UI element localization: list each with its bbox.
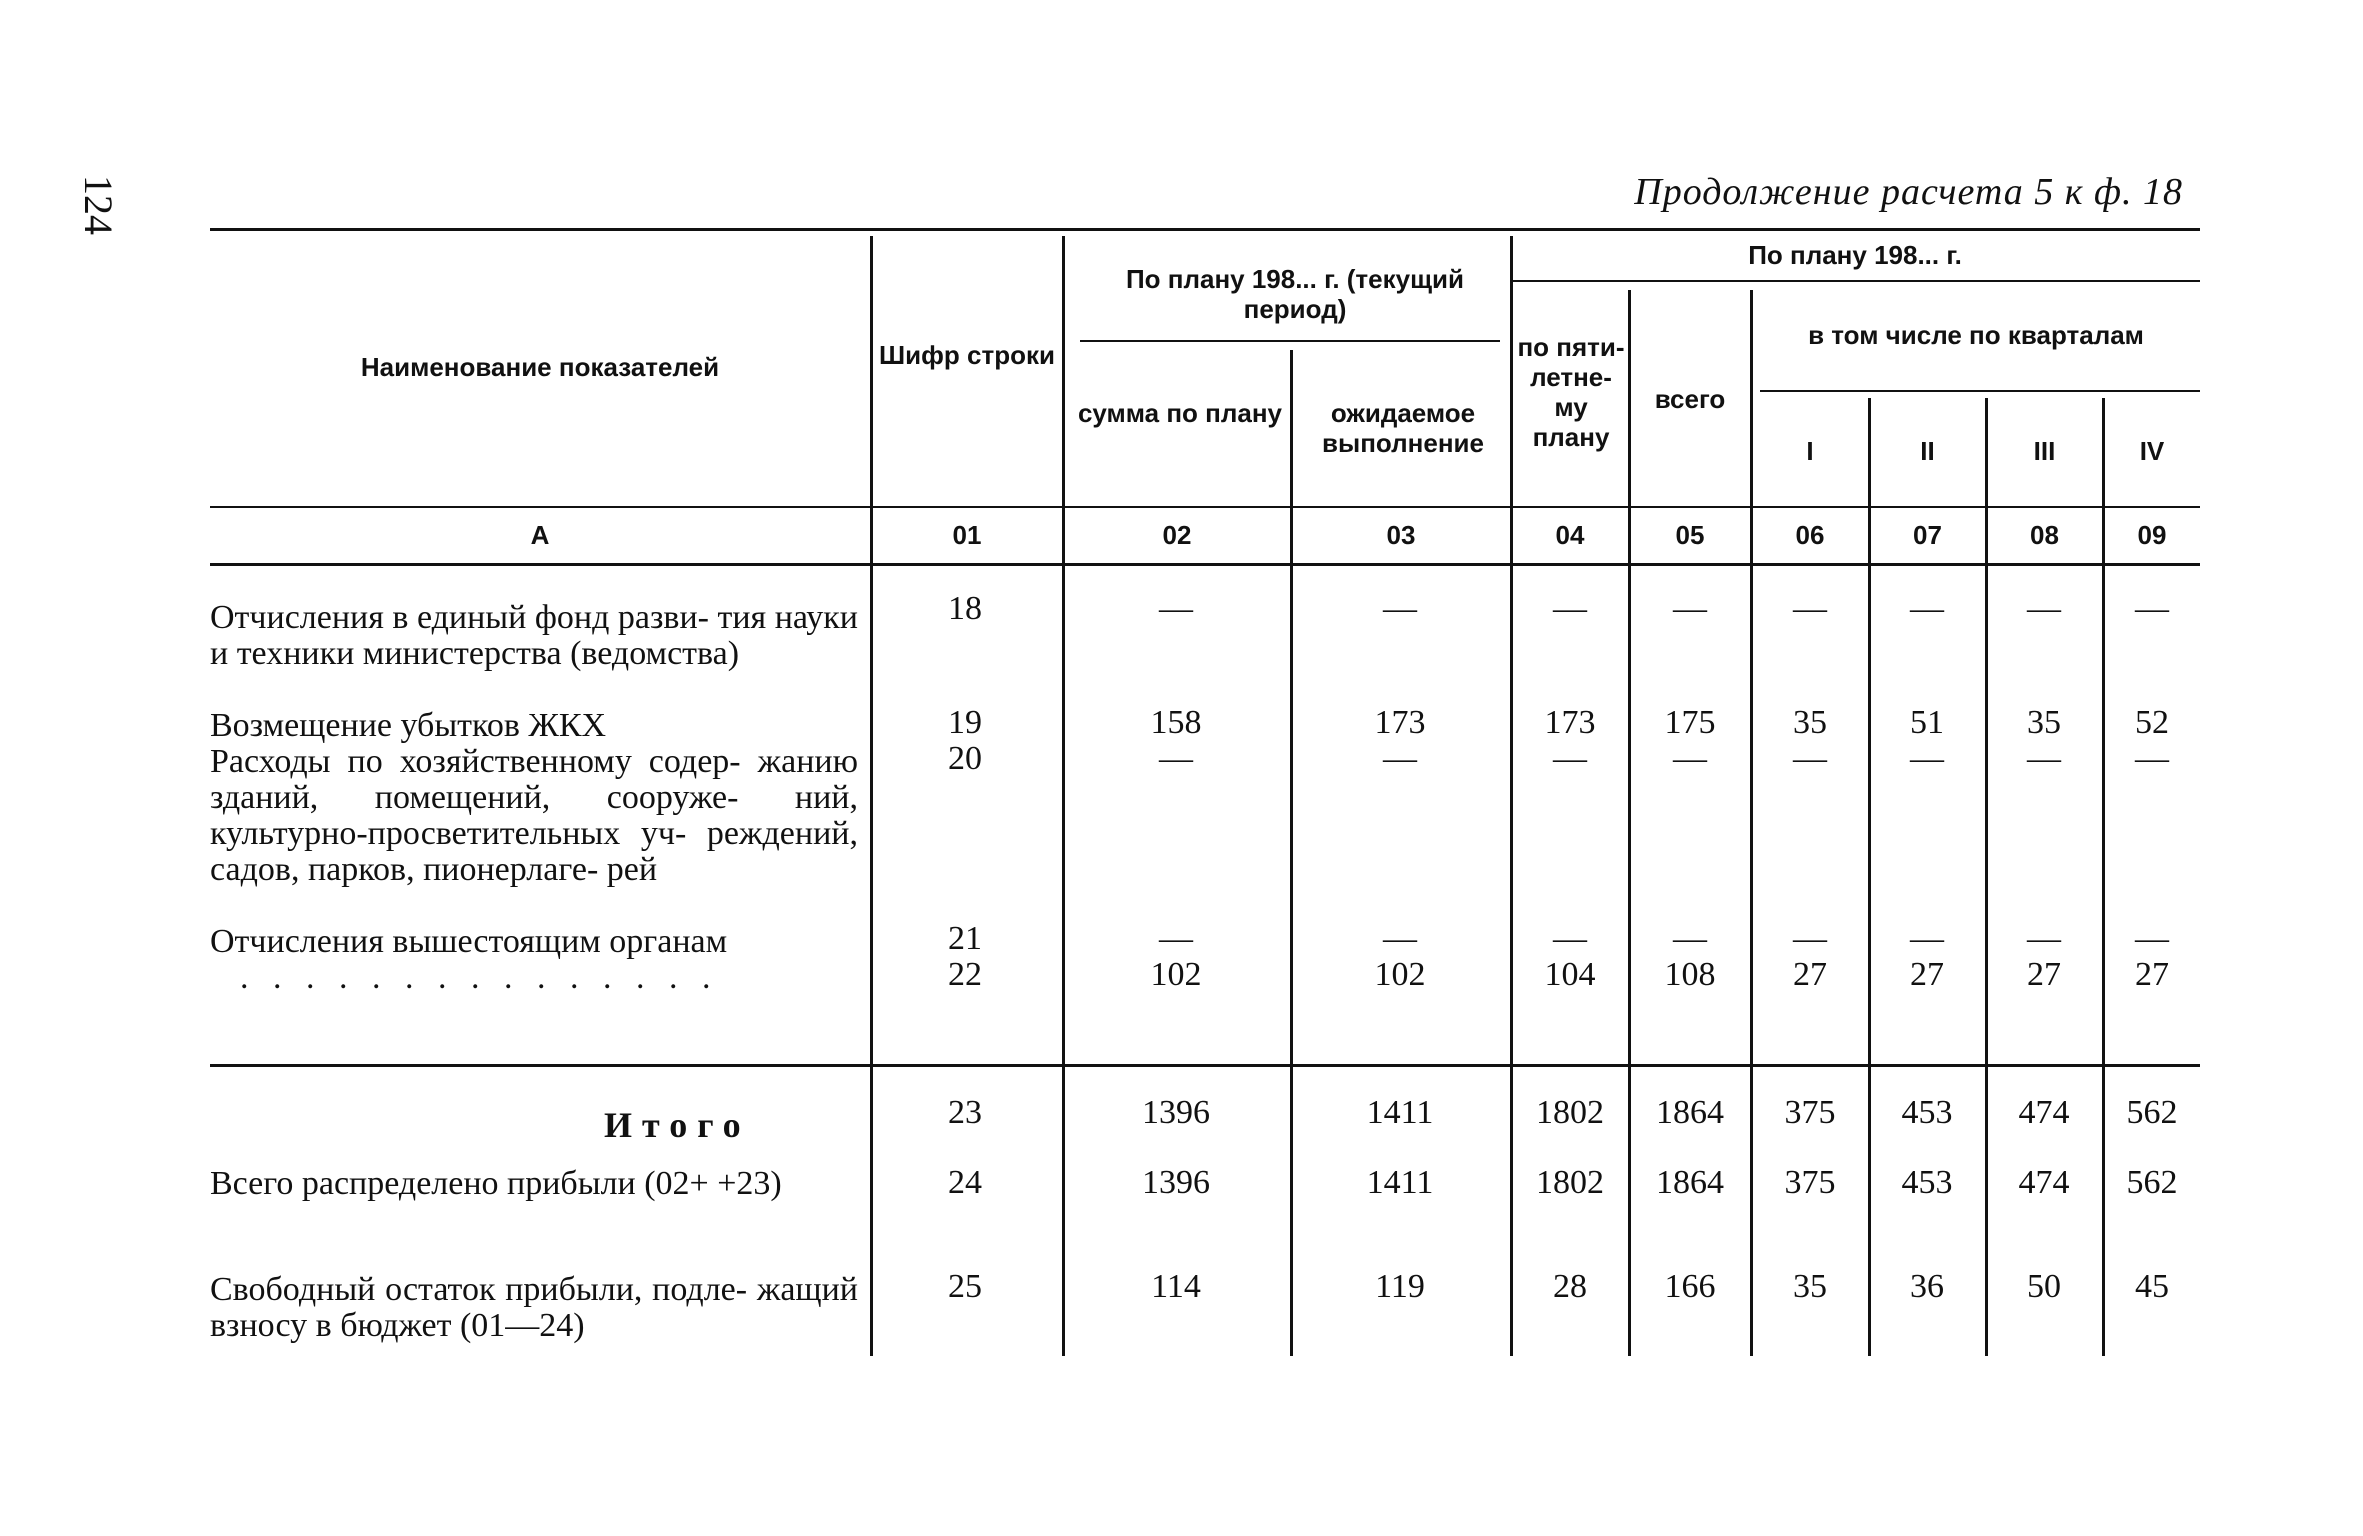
total-code: 23: [948, 1094, 982, 1131]
row-label: Отчисления в единый фонд разви- тия науки и техники министерства (ведомства): [210, 599, 858, 672]
row-code: 20: [948, 740, 982, 777]
total-code: 25: [948, 1268, 982, 1305]
total-value: 562: [2126, 1094, 2178, 1131]
itogo-label: Итого: [604, 1105, 751, 1145]
header-five-year: по пяти- летне- му плану: [1517, 332, 1625, 452]
total-value: 1396: [1142, 1164, 1210, 1201]
next-plan-rule: [1510, 280, 2200, 282]
row-code: 18: [948, 590, 982, 627]
table-caption: Продолжение расчета 5 к ф. 18: [1634, 171, 2183, 213]
row-value: —: [1159, 590, 1193, 627]
row-label: Отчисления вышестоящим органам: [210, 923, 728, 960]
row-value: 27: [2027, 956, 2061, 993]
total-value: 1864: [1656, 1164, 1724, 1201]
total-value: 36: [1910, 1268, 1944, 1305]
colnum-04: 04: [1555, 520, 1585, 550]
row-value: —: [1553, 590, 1587, 627]
colnum-07: 07: [1913, 520, 1942, 550]
colnum-02: 02: [1162, 520, 1192, 550]
total-value: 453: [1901, 1094, 1953, 1131]
row-label: . . . . . . . . . . . . . . .: [240, 959, 719, 996]
col-divider-03: [1290, 350, 1293, 1356]
financial-table: [210, 228, 2200, 1360]
row-code: 19: [948, 704, 982, 741]
header-name: Наименование показателей: [360, 352, 720, 382]
row-value: 27: [2135, 956, 2169, 993]
row-value: 104: [1544, 956, 1596, 993]
row-value: —: [1673, 590, 1707, 627]
row-value: —: [1793, 740, 1827, 777]
col-divider-02: [1062, 236, 1065, 1356]
row-value: 102: [1374, 956, 1426, 993]
header-plan-sum: сумма по плану: [1077, 398, 1283, 428]
colnum-05: 05: [1675, 520, 1705, 550]
row-value: 173: [1374, 704, 1426, 741]
total-value: 1802: [1536, 1094, 1604, 1131]
row-value: —: [2027, 590, 2061, 627]
row-code: 22: [948, 956, 982, 993]
header-q1: I: [1806, 436, 1814, 466]
header-q2: II: [1920, 436, 1935, 466]
row-value: 175: [1664, 704, 1716, 741]
total-value: 1396: [1142, 1094, 1210, 1131]
total-value: 35: [1793, 1268, 1827, 1305]
row-value: —: [2135, 740, 2169, 777]
total-value: 1864: [1656, 1094, 1724, 1131]
row-value: 27: [1793, 956, 1827, 993]
colnum-A: А: [530, 520, 550, 550]
row-value: —: [1673, 920, 1707, 957]
row-value: 102: [1150, 956, 1202, 993]
row-value: 35: [1793, 704, 1827, 741]
quarters-rule: [1760, 390, 2200, 392]
row-value: 51: [1910, 704, 1944, 741]
row-value: 52: [2135, 704, 2169, 741]
total-value: 1802: [1536, 1164, 1604, 1201]
colnum-03: 03: [1386, 520, 1416, 550]
row-value: —: [1159, 740, 1193, 777]
col-divider-05: [1628, 290, 1631, 1356]
row-value: —: [1383, 740, 1417, 777]
top-rule: [210, 228, 2200, 231]
row-value: —: [2135, 590, 2169, 627]
total-label: Всего распределено прибыли (02+ +23): [210, 1165, 782, 1202]
total-value: 28: [1553, 1268, 1587, 1305]
header-total: всего: [1654, 384, 1726, 414]
row-value: 108: [1664, 956, 1716, 993]
row-value: 27: [1910, 956, 1944, 993]
total-value: 166: [1664, 1268, 1716, 1305]
row-value: —: [1553, 740, 1587, 777]
colnum-09: 09: [2137, 520, 2167, 550]
total-value: 50: [2027, 1268, 2061, 1305]
row-value: —: [2027, 920, 2061, 957]
row-value: —: [1383, 590, 1417, 627]
colnum-06: 06: [1795, 520, 1825, 550]
row-value: —: [1910, 590, 1944, 627]
colnum-01: 01: [952, 520, 982, 550]
page-number: 124: [76, 175, 121, 235]
col-divider-04: [1510, 236, 1513, 1356]
row-value: 158: [1150, 704, 1202, 741]
row-value: —: [1553, 920, 1587, 957]
row-value: —: [1793, 590, 1827, 627]
header-quarters: в том числе по кварталам: [1808, 320, 2144, 350]
total-value: 119: [1375, 1268, 1425, 1305]
header-q4: IV: [2139, 436, 2165, 466]
total-value: 375: [1784, 1094, 1836, 1131]
total-code: 24: [948, 1164, 982, 1201]
current-period-rule: [1080, 340, 1500, 342]
colnum-08: 08: [2030, 520, 2059, 550]
total-value: 1411: [1366, 1094, 1434, 1131]
total-value: 1411: [1366, 1164, 1434, 1201]
total-value: 474: [2018, 1094, 2070, 1131]
total-label: Свободный остаток прибыли, подле- жащий взносу в бюджет (01—24): [210, 1271, 858, 1344]
row-label: Расходы по хозяйственному содер- жанию зданий, помещений, сооруже- ний, культурно-просветительных уч- реждений, садов, парков, пионерлаге- рей: [210, 743, 858, 888]
row-value: 173: [1544, 704, 1596, 741]
header-q3: III: [2033, 436, 2056, 466]
header-next-plan: По плану 198... г.: [1748, 240, 1962, 270]
row-code: 21: [948, 920, 982, 957]
header-current-period: По плану 198... г. (текущий период): [1125, 264, 1465, 324]
row-label: Возмещение убытков ЖКХ: [210, 707, 607, 744]
row-value: —: [2135, 920, 2169, 957]
total-value: 375: [1784, 1164, 1836, 1201]
row-value: —: [1793, 920, 1827, 957]
total-value: 45: [2135, 1268, 2169, 1305]
totals-rule: [210, 1064, 2200, 1067]
row-value: —: [1383, 920, 1417, 957]
total-value: 474: [2018, 1164, 2070, 1201]
row-value: —: [1673, 740, 1707, 777]
total-value: 562: [2126, 1164, 2178, 1201]
col-divider-code: [870, 236, 873, 1356]
colnum-rule: [210, 563, 2200, 566]
row-value: —: [2027, 740, 2061, 777]
total-value: 453: [1901, 1164, 1953, 1201]
header-code: Шифр строки: [879, 340, 1055, 370]
row-value: —: [1910, 920, 1944, 957]
row-value: 35: [2027, 704, 2061, 741]
header-expected: ожидаемое выполнение: [1322, 398, 1484, 458]
row-value: —: [1159, 920, 1193, 957]
total-value: 114: [1151, 1268, 1201, 1305]
header-rule: [210, 506, 2200, 508]
row-value: —: [1910, 740, 1944, 777]
